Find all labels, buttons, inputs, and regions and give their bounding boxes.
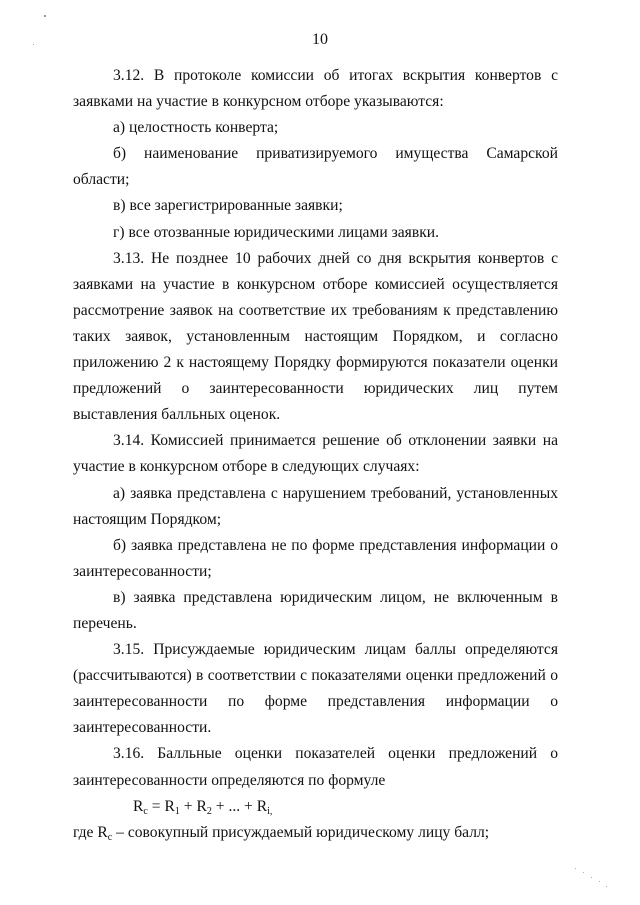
scan-speck	[591, 877, 592, 878]
list-item: г) все отозванные юридическими лицами заявки.	[113, 223, 440, 241]
list-item: б) заявка представлена не по форме представления информации о заинтересованности;	[73, 536, 558, 580]
paragraph: 3.16. Балльные оценки показателей оценки предложений о заинтересованности определяются по формуле	[73, 745, 558, 789]
paragraph: 3.12. В протоколе комиссии об итогах вскрытия конвертов с заявками на участие в конкурсном отборе указываются:	[73, 67, 558, 111]
list-item: в) все зарегистрированные заявки;	[113, 197, 343, 215]
scan-speck	[606, 886, 607, 887]
paragraph: 3.14. Комиссией принимается решение об отклонении заявки на участие в конкурсном отборе в следующих случаях:	[73, 432, 558, 476]
formula: $R_c = R_1 + R_2$ + ... + $R_{i,}$	[133, 797, 273, 817]
list-item: а) заявка представлена с нарушением требований, установленных настоящим Порядком;	[73, 484, 558, 528]
scan-speck	[599, 881, 600, 882]
scan-speck	[575, 868, 576, 869]
paragraph: 3.15. Присуждаемые юридическим лицам баллы определяются (рассчитываются) в соответствии с показателями оценки предложений о заинтересованности по форме представления информации о заинтересованности.	[73, 641, 558, 737]
scan-speck	[583, 872, 584, 873]
formula-explanation: где $R_c$ – совокупный присуждаемый юридическому лицу балл;	[73, 823, 490, 843]
list-item: б) наименование приватизируемого имущества Самарской области;	[73, 145, 558, 189]
page-number: 10	[312, 31, 328, 48]
paragraph: 3.13. Не позднее 10 рабочих дней со дня вскрытия конвертов с заявками на участие в конкурсном отборе комиссией осуществляется рассмотрение заявок на соответствие их требованиям к представлению таких заявок, установленным настоящим Порядком, и согласно приложению 2 к настоящему Порядку формируются показатели оценки предложений о заинтересованности юридических лиц путем выставления балльных оценок.	[73, 249, 558, 424]
document-body	[73, 63, 558, 846]
list-item: а) целостность конверта;	[113, 119, 279, 137]
scan-speck	[44, 15, 46, 17]
list-item: в) заявка представлена юридическим лицом, не включенным в перечень.	[73, 588, 558, 632]
